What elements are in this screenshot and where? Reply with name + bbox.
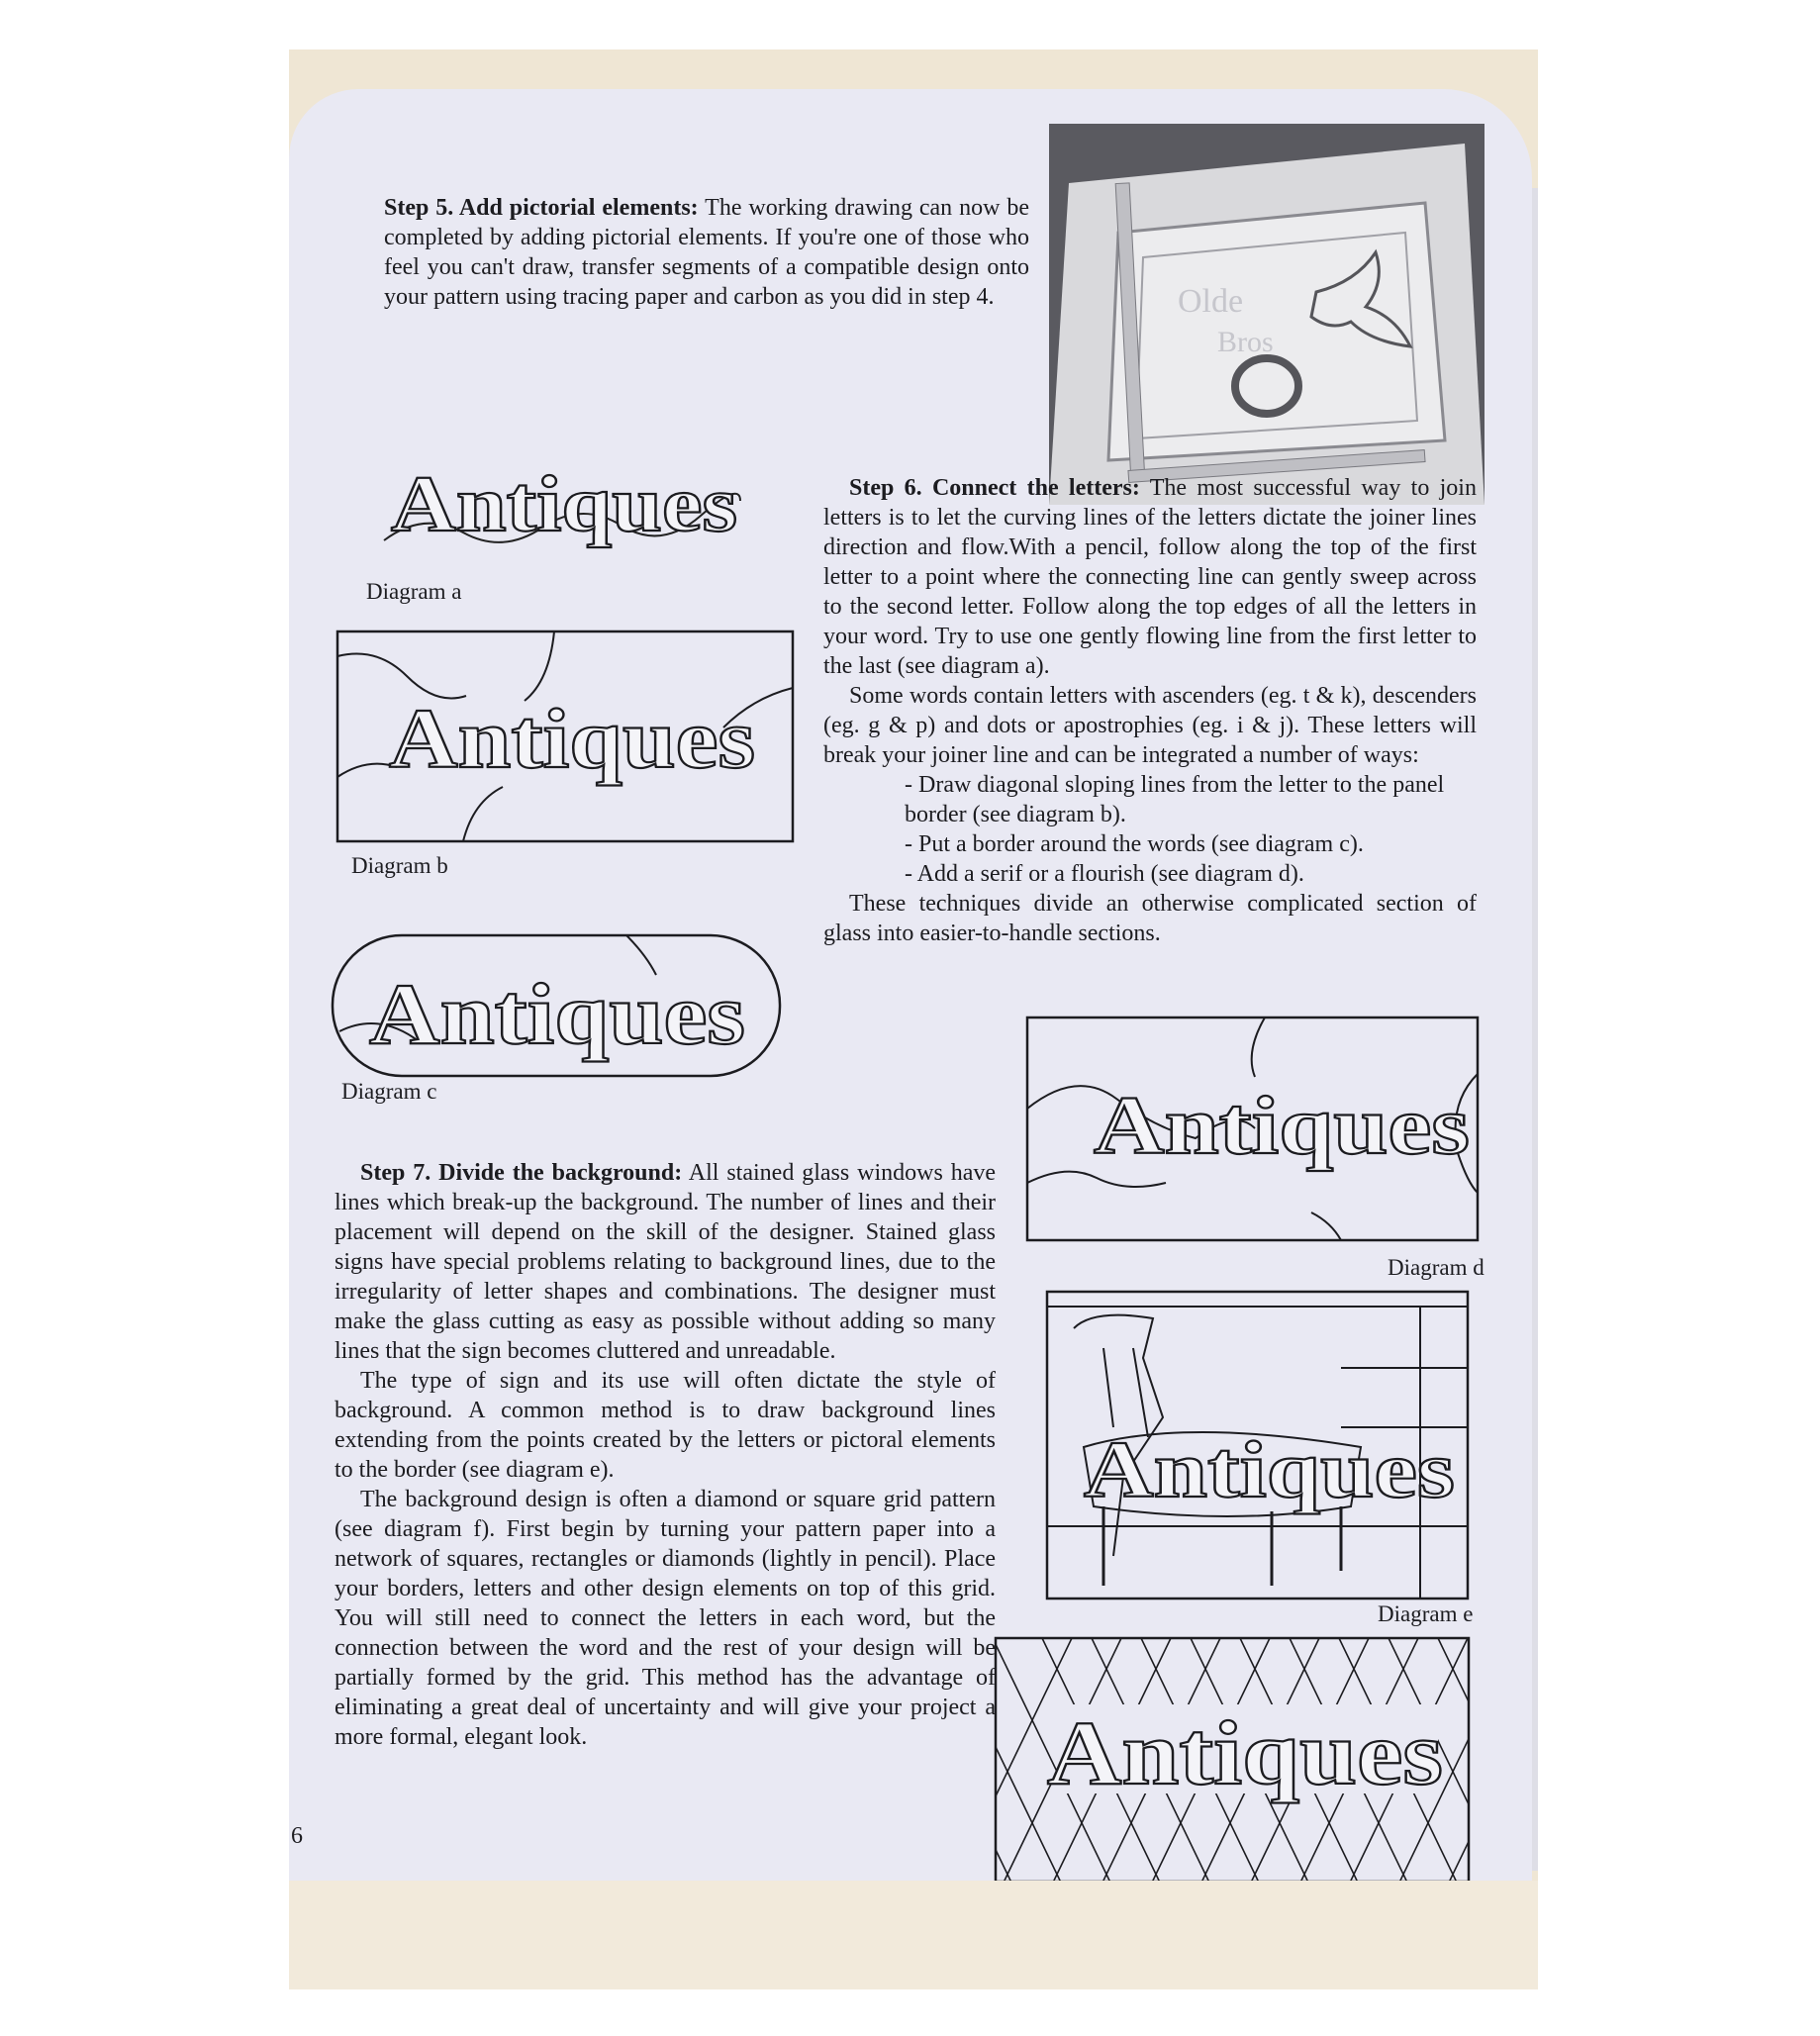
step6-para3: These techniques divide an otherwise complicated section of glass into easier-to-handle sections. [823, 891, 1477, 946]
diagram-f-figure [993, 1635, 1472, 1885]
step6-heading: Step 6. Connect the letters: [849, 475, 1140, 501]
table-foreground [289, 1881, 1538, 1989]
step5-body: The working drawing can now be completed by adding pictorial elements. If you're one of those who feel you can't draw, transfer segments of a compatible design onto your pattern using tracing paper and carbon as you did in step 4. [384, 195, 1029, 310]
diagram-d-word: Antiques [1094, 1080, 1470, 1172]
diagram-a-caption: Diagram a [366, 579, 462, 604]
diagram-a-word: Antiques [391, 461, 737, 548]
diagram-e-word: Antiques [1084, 1424, 1455, 1514]
step7-para3: The background design is often a diamond or square grid pattern (see diagram f). First begin by turning your pattern paper into a network of squares, rectangles or diamonds (lightly in pencil). Place your borders, letters and other design elements on top of this grid. You will still need to connect the letters in each word, but the connection between the word and the rest of your design will be partially formed by the grid. This method has the advantage of eliminating a great deal of uncertainty and will give your project a more formal, elegant look. [335, 1487, 996, 1750]
diagram-b-figure [335, 629, 800, 846]
page-number: 6 [291, 1823, 303, 1849]
step5-heading: Step 5. Add pictorial elements: [384, 195, 699, 221]
technique-item: - Add a serif or a flourish (see diagram d). [905, 861, 1304, 887]
step6-body: The most successful way to join letters is to let the curving lines of the letters dictate the joiner lines direction and flow.With a pencil, follow along the top of the first letter to a point where the connecting line can gently sweep across to the second letter. Follow along the top edges of all the letters in your word. Try to use one gently flowing line from the first letter to the last (see diagram a). [823, 475, 1477, 679]
step7-heading: Step 7. Divide the background: [360, 1160, 683, 1186]
diagram-d-figure [1024, 1015, 1482, 1244]
step7-section [335, 1158, 996, 1752]
technique-item: - Put a border around the words (see diagram c). [905, 831, 1364, 857]
step6-technique-list [823, 770, 1477, 889]
diagram-c-word: Antiques [369, 967, 745, 1063]
diagram-c-caption: Diagram c [341, 1079, 437, 1104]
technique-item: - Draw diagonal sloping lines from the letter to the panel border (see diagram b). [905, 772, 1445, 827]
diagram-f-word: Antiques [1047, 1702, 1443, 1803]
diagram-c-figure [330, 932, 785, 1081]
step6-para2: Some words contain letters with ascenders (eg. t & k), descenders (eg. g & p) and dots or apostrophies (eg. i & j). These letters will break your joiner line and can be integrated a number of ways: [823, 683, 1477, 768]
step6-section [823, 473, 1477, 948]
diagram-a-figure [379, 443, 755, 562]
drafting-board-photo [1049, 124, 1485, 505]
diagram-e-figure [1044, 1289, 1472, 1603]
svg-text:Bros: Bros [1217, 326, 1274, 358]
step7-para2: The type of sign and its use will often dictate the style of background. A common method is to draw background lines extending from the points created by the letters or pictoral elements to the border (see diagram e). [335, 1368, 996, 1483]
step5-section [384, 193, 1029, 312]
step7-body: All stained glass windows have lines which break-up the background. The number of lines and their placement will depend on the skill of the designer. Stained glass signs have special problems relating to background lines, due to the irregularity of letter shapes and combinations. The designer must make the glass cutting as easy as possible without adding so many lines that the sign becomes cluttered and unreadable. [335, 1160, 996, 1364]
diagram-b-caption: Diagram b [351, 853, 448, 878]
svg-text:Olde: Olde [1178, 283, 1244, 320]
diagram-e-caption: Diagram e [1378, 1601, 1474, 1626]
diagram-b-word: Antiques [389, 691, 755, 786]
diagram-d-caption: Diagram d [1388, 1255, 1485, 1280]
